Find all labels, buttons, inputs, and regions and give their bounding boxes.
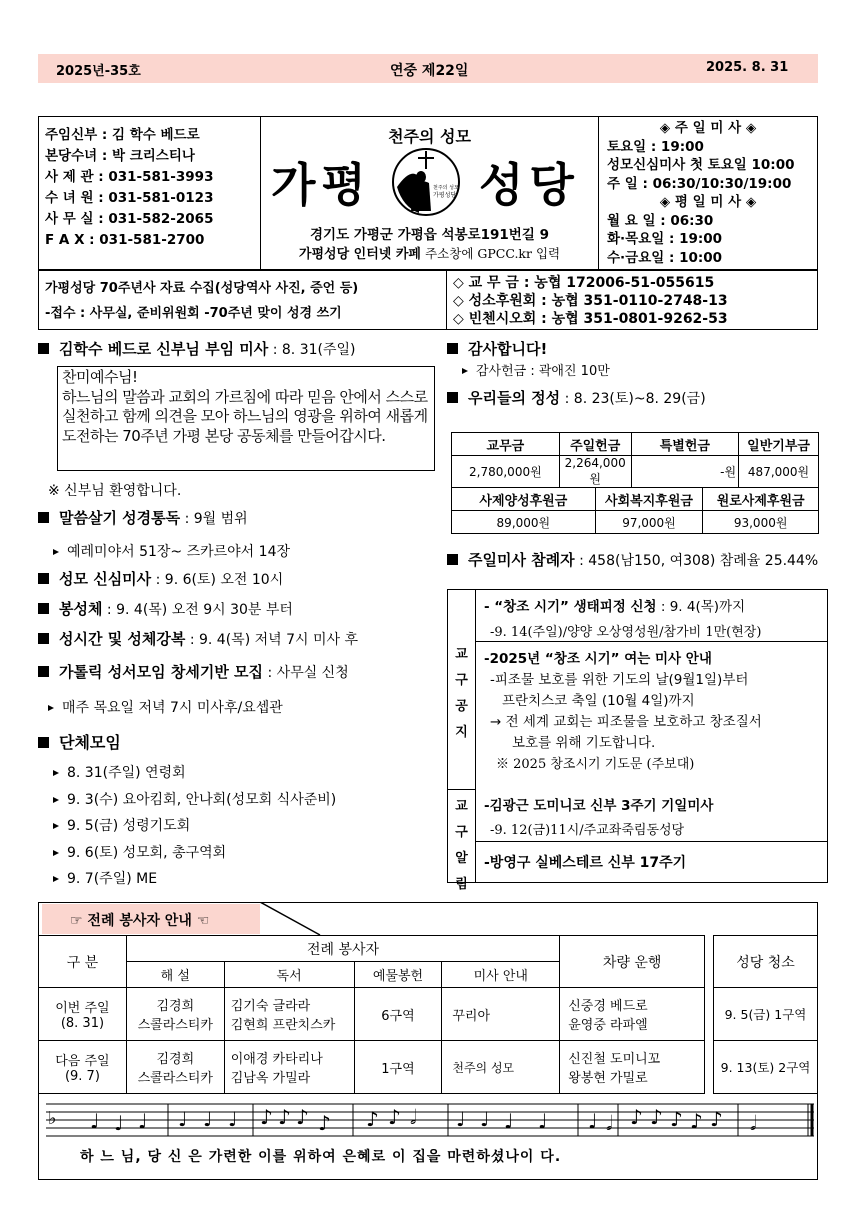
table-cell: 이번 주일 (8. 31) bbox=[39, 988, 127, 1041]
square-bullet-icon bbox=[38, 573, 49, 584]
sister: 본당수녀 : 박 크리스티나 bbox=[45, 148, 195, 164]
weekday-mass-title: ◈ 평 일 미 사 ◈ bbox=[659, 194, 757, 210]
svg-text:♩: ♩ bbox=[456, 1107, 466, 1131]
table-cell: 김경희 스콜라스티카 bbox=[126, 1041, 224, 1094]
arrow-bullet-icon bbox=[53, 876, 59, 882]
cafe-hint: 주소창에 GPCC.kr 입력 bbox=[425, 246, 561, 261]
parish-name-right: 성당 bbox=[479, 158, 580, 212]
office-phone: 사 무 실 : 031-582-2065 bbox=[45, 211, 214, 227]
svg-text:천주의 성모: 천주의 성모 bbox=[433, 185, 459, 191]
table-cell: 487,000원 bbox=[739, 456, 819, 488]
square-bullet-icon bbox=[447, 554, 458, 565]
arrow-bullet-icon bbox=[53, 549, 59, 555]
svg-text:♪: ♪ bbox=[690, 1109, 703, 1133]
svg-text:♪: ♪ bbox=[650, 1105, 663, 1129]
arrow-bullet-icon bbox=[53, 797, 59, 803]
table-cell: 특별헌금 bbox=[631, 433, 738, 456]
account-vocation: ◇ 성소후원회 : 농협 351-0110-2748-13 bbox=[453, 293, 728, 309]
table-cell: 2,264,000원 bbox=[559, 456, 631, 488]
mass-tue-thu: 화·목요일 : 19:00 bbox=[607, 231, 723, 247]
svg-text:♩: ♩ bbox=[588, 1109, 598, 1133]
table-cell: 89,000원 bbox=[452, 511, 596, 534]
cleaning-table bbox=[713, 935, 818, 1094]
eco-retreat-title: - “창조 시기” 생태피정 신청 bbox=[484, 599, 657, 615]
svg-text:♩: ♩ bbox=[178, 1107, 188, 1131]
table-row bbox=[39, 936, 705, 962]
mass-saturday: 토요일 : 19:00 bbox=[607, 138, 704, 155]
svg-text:♪: ♪ bbox=[388, 1105, 401, 1129]
square-bullet-icon bbox=[38, 603, 49, 614]
convent-phone: 수 녀 원 : 031-581-0123 bbox=[45, 190, 214, 206]
table-row bbox=[452, 488, 819, 511]
table-cell: 일반기부금 bbox=[739, 433, 819, 456]
svg-text:♩: ♩ bbox=[228, 1107, 238, 1131]
table-cell: 사제양성후원금 bbox=[452, 488, 596, 511]
anniversary-submit: -접수 : 사무실, 준비위원회 -70주년 맞이 성경 쓰기 bbox=[45, 306, 342, 321]
hymn-lyrics: 하 느 님, 당 신 은 가련한 이를 위하여 은혜로 이 집을 마련하셨나이 다. bbox=[80, 1149, 562, 1165]
table-cell: 다음 주일 (9. 7) bbox=[39, 1041, 127, 1094]
table-cell: 김기숙 글라라 김현희 프란치스카 bbox=[224, 988, 354, 1041]
table-row bbox=[39, 988, 705, 1041]
section-marian-mass: 성모 신심미사 : 9. 6(토) 오전 10시 bbox=[38, 568, 283, 589]
bible-range: 예레미야서 51장~ 즈카르야서 14장 bbox=[53, 541, 290, 561]
table-cell: -원 bbox=[631, 456, 738, 488]
section-installation: 김학수 베드로 신부님 부임 미사 : 8. 31(주일) bbox=[38, 338, 355, 359]
arrow-bullet-icon bbox=[53, 850, 59, 856]
svg-text:♩: ♩ bbox=[203, 1107, 213, 1131]
svg-text:♩: ♩ bbox=[138, 1109, 148, 1133]
rectory-phone: 사 제 관 : 031-581-3993 bbox=[45, 169, 214, 185]
issue-date: 2025. 8. 31 bbox=[706, 60, 789, 75]
square-bullet-icon bbox=[38, 512, 49, 523]
staff-contacts bbox=[39, 117, 261, 269]
section-holy-hour: 성시간 및 성체강복 : 9. 4(목) 저녁 7시 미사 후 bbox=[38, 628, 358, 649]
music-notes bbox=[38, 1098, 818, 1142]
creation-detail: -피조물 보호를 위한 기도의 날(9월1일)부터 bbox=[490, 672, 749, 688]
table-cell: 원로사제후원금 bbox=[703, 488, 819, 511]
arrow-bullet-icon bbox=[53, 770, 59, 776]
group-item: 9. 3(수) 요아킴회, 안나회(성모회 식사준비) bbox=[53, 787, 336, 814]
svg-text:♩: ♩ bbox=[538, 1109, 548, 1133]
table-cell: 교무금 bbox=[452, 433, 560, 456]
svg-text:𝅗𝅥: 𝅗𝅥 bbox=[410, 1105, 417, 1129]
square-bullet-icon bbox=[447, 392, 458, 403]
mass-first-saturday: 성모신심미사 첫 토요일 10:00 bbox=[607, 157, 795, 173]
table-cell: 1구역 bbox=[354, 1041, 442, 1094]
svg-text:♪: ♪ bbox=[630, 1105, 643, 1129]
mass-wed-fri: 수·금요일 : 10:00 bbox=[607, 249, 723, 266]
svg-text:𝅗𝅥: 𝅗𝅥 bbox=[750, 1111, 757, 1135]
svg-text:♪: ♪ bbox=[318, 1111, 331, 1135]
thanks-offering: 감사헌금 : 곽애진 10만 bbox=[462, 360, 610, 379]
arrow-bullet-icon bbox=[53, 823, 59, 829]
parish-title bbox=[261, 117, 599, 269]
table-cell: 사회복지후원금 bbox=[595, 488, 703, 511]
section-bible-group: 가톨릭 성서모임 창세기반 모집 : 사무실 신청 bbox=[38, 661, 349, 682]
pastor: 주임신부 : 김 학수 베드로 bbox=[45, 127, 200, 143]
mass-sunday: 주 일 : 06:30/10:30/19:00 bbox=[607, 175, 792, 192]
creation-detail: 보호를 위해 기도합니다. bbox=[512, 735, 656, 751]
table-cell: 6구역 bbox=[354, 988, 442, 1041]
diocese-notices: 교 구 공 지 - “창조 시기” 생태피정 신청 : 9. 4(목)까지 -9. 14(주일)/양양 오상영성원/참가비 1만(현장) -2025년 “창조 시기” 여는 미사 안내 -피조물 보호를 위한 기도의 날(9월1일)부터 프란치스코 축일 (10월 4일)까지 → 전 세계 교회는 피조물을 보호하고 창조질서 보호를 위해 기도합니다. ※ 2025 창조시기 기도문 (주보대) 교 구 알 림 -김광근 도미니코 신부 3주기 기일미사 -9. 12(금)11시/주교좌죽림동성당 -방영구 실베스테르 신부 17주기 bbox=[447, 589, 828, 883]
welcome-note: ※ 신부님 환영합니다. bbox=[48, 483, 182, 499]
square-bullet-icon bbox=[447, 343, 458, 354]
section-bible-reading: 말씀살기 성경통독 : 9월 범위 bbox=[38, 507, 248, 528]
table-cell: 93,000원 bbox=[703, 511, 819, 534]
section-thanks: 감사합니다! bbox=[447, 338, 547, 359]
creation-prayer: ※ 2025 창조시기 기도문 (주보대) bbox=[496, 757, 695, 772]
anniversary-memorial: -방영구 실베스테르 신부 17주기 bbox=[484, 855, 687, 871]
table-cell: 독서 bbox=[224, 962, 354, 988]
group-meetings bbox=[53, 760, 336, 893]
square-bullet-icon bbox=[38, 666, 49, 677]
fax: F A X : 031-581-2700 bbox=[45, 232, 205, 248]
svg-text:♪: ♪ bbox=[278, 1105, 291, 1129]
table-row bbox=[714, 1041, 818, 1094]
group-item: 9. 5(금) 성령기도회 bbox=[53, 813, 336, 840]
serving-table bbox=[38, 935, 705, 1094]
table-cell: 2,780,000원 bbox=[452, 456, 560, 488]
parish-address: 경기도 가평군 가평읍 석봉로191번길 9 bbox=[310, 227, 549, 243]
table-row bbox=[714, 988, 818, 1041]
memorial-mass-detail: -9. 12(금)11시/주교좌죽림동성당 bbox=[490, 823, 685, 838]
alert-side-label: 교 구 알 림 bbox=[448, 790, 476, 882]
table-row bbox=[452, 456, 819, 488]
account-dues: ◇ 교 무 금 : 농협 172006-51-055615 bbox=[453, 275, 715, 291]
table-cell: 성당 청소 bbox=[714, 936, 818, 988]
table-cell: 구 분 bbox=[39, 936, 127, 988]
account-vincent: ◇ 빈첸시오회 : 농협 351-0801-9262-53 bbox=[453, 311, 728, 327]
section-communion-sick: 봉성체 : 9. 4(목) 오전 9시 30분 부터 bbox=[38, 598, 293, 619]
table-cell: 미사 안내 bbox=[442, 962, 560, 988]
group-item: 8. 31(주일) 연령회 bbox=[53, 760, 336, 787]
issue-number: 2025년-35호 bbox=[56, 64, 141, 79]
creation-detail: 프란치스코 축일 (10월 4일)까지 bbox=[502, 693, 695, 709]
mass-monday: 월 요 일 : 06:30 bbox=[607, 212, 714, 229]
svg-text:♪: ♪ bbox=[710, 1107, 723, 1131]
creation-detail: → 전 세계 교회는 피조물을 보호하고 창조질서 bbox=[490, 714, 762, 730]
parish-subtitle: 천주의 성모 bbox=[388, 127, 471, 146]
table-cell: 차량 운행 bbox=[560, 936, 705, 988]
logo-text: 가평성당 bbox=[433, 192, 457, 199]
tab-edge bbox=[258, 902, 322, 936]
creation-mass-title: -2025년 “창조 시기” 여는 미사 안내 bbox=[484, 651, 712, 667]
table-cell: 9. 13(토) 2구역 bbox=[714, 1041, 818, 1094]
hymn-staff bbox=[38, 1098, 818, 1170]
table-cell: 이애경 카타리나 김남옥 가밀라 bbox=[224, 1041, 354, 1094]
welcome-message: 찬미예수님! 하느님의 말씀과 교회의 가르침에 따라 믿음 안에서 스스로 실천하고 함께 의견을 모아 하느님의 영광을 위하여 새롭게 도전하는 70주년 가평 본당 공동체를 만들어갑시다. bbox=[57, 366, 435, 471]
square-bullet-icon bbox=[38, 343, 49, 354]
table-row bbox=[714, 936, 818, 988]
section-groups: 단체모임 bbox=[38, 730, 121, 753]
svg-text:♪: ♪ bbox=[366, 1107, 379, 1131]
table-cell: 신중경 베드로 윤영중 라파엘 bbox=[560, 988, 705, 1041]
table-cell: 천주의 성모 bbox=[442, 1041, 560, 1094]
table-cell: 주일헌금 bbox=[559, 433, 631, 456]
table-cell: 꾸리아 bbox=[442, 988, 560, 1041]
svg-text:♪: ♪ bbox=[670, 1107, 683, 1131]
parish-logo bbox=[391, 147, 461, 217]
anniversary-notice: 가평성당 70주년사 자료 수집(성당역사 사진, 증언 등) bbox=[45, 281, 359, 296]
table-cell: 신진철 도미니꼬 왕봉현 가밀로 bbox=[560, 1041, 705, 1094]
table-row bbox=[452, 433, 819, 456]
table-cell: 예물봉헌 bbox=[354, 962, 442, 988]
mass-schedule bbox=[599, 117, 817, 269]
eco-retreat-detail: -9. 14(주일)/양양 오상영성원/참가비 1만(현장) bbox=[490, 625, 762, 640]
svg-text:♪: ♪ bbox=[260, 1105, 273, 1129]
bible-group-time: 매주 목요일 저녁 7시 미사후/요셉관 bbox=[48, 697, 283, 717]
group-item: 9. 7(주일) ME bbox=[53, 866, 336, 893]
memorial-mass-title: -김광근 도미니코 신부 3주기 기일미사 bbox=[484, 798, 714, 814]
table-cell: 김경희 스콜라스티카 bbox=[126, 988, 224, 1041]
svg-text:𝅗𝅥: 𝅗𝅥 bbox=[606, 1111, 613, 1135]
svg-text:♭: ♭ bbox=[48, 1108, 57, 1129]
table-cell: 9. 5(금) 1구역 bbox=[714, 988, 818, 1041]
parish-name-left: 가평 bbox=[271, 158, 372, 212]
square-bullet-icon bbox=[38, 737, 49, 748]
svg-text:♩: ♩ bbox=[504, 1109, 514, 1133]
svg-text:♪: ♪ bbox=[296, 1105, 309, 1129]
table-cell: 97,000원 bbox=[595, 511, 703, 534]
arrow-bullet-icon bbox=[48, 705, 54, 711]
table-row bbox=[452, 511, 819, 534]
issue-bar bbox=[38, 54, 818, 83]
table-row bbox=[39, 1041, 705, 1094]
arrow-bullet-icon bbox=[462, 368, 468, 374]
cafe-label: 가평성당 인터넷 카페 bbox=[298, 247, 421, 262]
info-box bbox=[38, 270, 818, 330]
svg-text:♩: ♩ bbox=[480, 1107, 490, 1131]
group-item: 9. 6(토) 성모회, 총구역회 bbox=[53, 840, 336, 867]
sunday-mass-title: ◈ 주 일 미 사 ◈ bbox=[659, 120, 757, 136]
liturgical-week: 연중 제22일 bbox=[390, 63, 469, 79]
section-offerings: 우리들의 정성 : 8. 23(토)~8. 29(금) bbox=[447, 387, 706, 408]
notice-side-label: 교 구 공 지 bbox=[448, 590, 476, 790]
section-attendance: 주일미사 참례자 : 458(남150, 여308) 참례율 25.44% bbox=[447, 549, 818, 570]
masthead bbox=[38, 116, 818, 270]
svg-text:♩: ♩ bbox=[114, 1111, 124, 1135]
serving-tab: ☞ 전례 봉사자 안내 ☜ bbox=[42, 904, 260, 934]
svg-text:♩: ♩ bbox=[90, 1109, 100, 1133]
table-cell: 전례 봉사자 bbox=[126, 936, 559, 962]
square-bullet-icon bbox=[38, 633, 49, 644]
table-cell: 해 설 bbox=[126, 962, 224, 988]
offerings-table bbox=[451, 432, 819, 534]
